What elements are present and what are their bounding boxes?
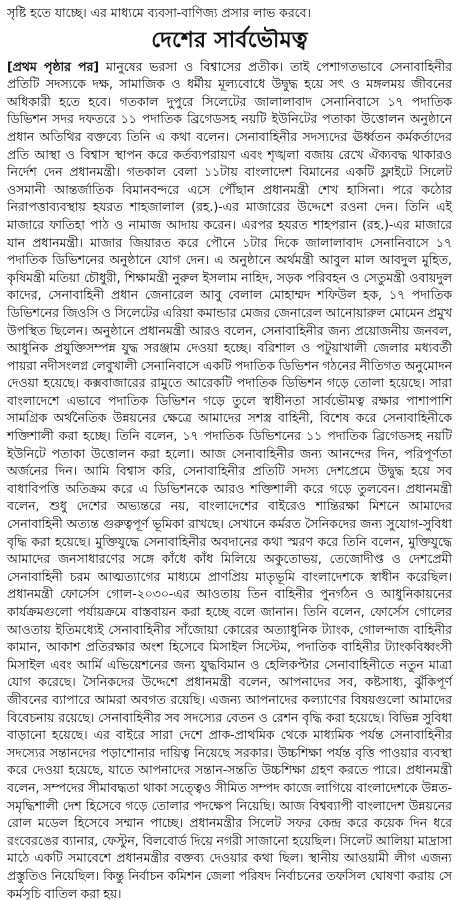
article-body-text: মানুষের ভরসা ও বিশ্বাসের প্রতীক। তাই পেশাগতভাবে সেনাবাহিনীর প্রতিটি সদস্যকে দক্ষ, সামাজিক ও ধর্মীয় মূল্যবোধে উদ্বুদ্ধ হয়ে সৎ ও মঙ্গলময় জীবনের অধিকারী হতে হবে। গতকাল দুপুরে সিলেটের জালালাবাদ সেনানিবাসে ১৭ পদাতিক ডিভিশন সদর দফতরে ১১ পদাতিক ব্রিগেডসহ নয়টি ইউনিটের পতাকা উত্তোলন অনুষ্ঠানে প্রধান অতিথির বক্তব্যে তিনি এ কথা বলেন। সেনাবাহিনীর সদস্যদের ঊর্ধ্বতন কর্মকর্তাদের প্রতি আস্থা ও বিশ্বাস স্থাপন করে কর্তব্যপরায়ণ এবং শৃঙ্খলা বজায় রেখে ঐক্যবদ্ধ থাকারও নির্দেশ দেন প্রধানমন্ত্রী। গতকাল বেলা ১১টায় বাংলাদেশ বিমানের একটি ফ্লাইটে সিলেট ওসমানী আন্তর্জাতিক বিমানবন্দরে এসে পৌঁছান প্রধানমন্ত্রী শেখ হাসিনা। পরে কঠোর নিরাপত্তাব্যবস্থায় হযরত শাহজালাল (রহ.)-এর মাজারের উদ্দেশে রওনা দেন। তিনি এই মাজারে ফাতিহা পাঠ ও নামাজ আদায় করেন। এরপর হযরত শাহপরান (রহ.)-এর মাজারে যান প্রধানমন্ত্রী। মাজার জিয়ারত করে পৌনে ১টার দিকে জালালাবাদ সেনানিবাসে ১৭ পদাতিক ডিভিশনের অনুষ্ঠানে যোগ দেন। এ অনুষ্ঠানে অর্থমন্ত্রী আবুল মাল আবদুল মুহিত, কৃষিমন্ত্রী মতিয়া চৌধুরী, শিক্ষামন্ত্রী নুরুল ইসলাম নাহিদ, সড়ক পরিবহন ও সেতুমন্ত্রী ওবায়দুল কাদের, সেনাবাহিনী প্রধান জেনারেল আবু বেলাল মোহাম্মদ শফিউল হক, ১৭ পদাতিক ডিভিশনের জিওসি ও সিলেটের এরিয়া কমান্ডার মেজর জেনারেল আনোয়ারুল মোমেন প্রমুখ উপস্থিত ছিলেন। অনুষ্ঠানে প্রধানমন্ত্রী আরও বলেন, সেনাবাহিনীর জন্য প্রয়োজনীয় জনবল, আধুনিক প্রযুক্তিসম্পন্ন যুদ্ধ সরঞ্জাম দেওয়া হচ্ছে। বরিশাল ও পটুয়াখালী জেলার মধ্যবর্তী পায়রা নদীসংলগ্ন লেবুখালী সেনানিবাসে একটি পদাতিক ডিভিশন গঠনের নীতিগত অনুমোদন দেওয়া হয়েছে। কক্সবাজারের রামুতে আরেকটি পদাতিক ডিভিশন গড়ে তোলা হয়েছে। সারা বাংলাদেশে এভাবে পদাতিক ডিভিশন গড়ে তুলে স্বাধীনতা সার্বভৌমত্ব রক্ষার পাশাপাশি সামগ্রিক অর্থনৈতিক উন্নয়নের ক্ষেত্রে আমাদের সশস্ত্র বাহিনী, বিশেষ করে সেনাবাহিনীকে শক্তিশালী করা হচ্ছে। তিনি বলেন, ১৭ পদাতিক ডিভিশনের ১১ পদাতিক ব্রিগেডসহ নয়টি ইউনিটে পতাকা উত্তোলন করা হলো। আজ সেনাবাহিনীর জন্য আনন্দের দিন, পরিপূর্ণতা অর্জনের দিন। আমি বিশ্বাস করি, সেনাবাহিনীর প্রতিটি সদস্য দেশপ্রেমে উদ্বুদ্ধ হয়ে সব বাধাবিপত্তি অতিক্রম করে এ ডিভিশনকে আরও শক্তিশালী করে গড়ে তুলবেন। প্রধানমন্ত্রী বলেন, শুধু দেশের অভ্যন্তরে নয়, বাংলাদেশের বাইরেও শান্তিরক্ষা মিশনে আমাদের সেনাবাহিনী অত্যন্ত গুরুত্বপূর্ণ ভূমিকা রাখছে। সেখানে কর্মরত সৈনিকদের জন্য সুযোগ-সুবিধা বৃদ্ধি করা হয়েছে। মুক্তিযুদ্ধে সেনাবাহিনীর অবদানের কথা স্মরণ করে তিনি বলেন, মুক্তিযুদ্ধে আমাদের জনসাধারণের সঙ্গে কাঁধে কাঁধ মিলিয়ে অকুতোভয়, তেজোদীপ্ত ও দেশপ্রেমী সেনাবাহিনী চরম আত্মত্যাগের মাধ্যমে প্রাণপ্রিয় মাতৃভূমি বাংলাদেশকে স্বাধীন করেছিল। প্রধানমন্ত্রী ফোর্সেস গোল-২০৩০-এর আওতায় তিন বাহিনীর পুনর্গঠন ও আধুনিকায়নের কার্যক্রমগুলো পর্যায়ক্রমে বাস্তবায়ন করা হচ্ছে বলে জানান। তিনি বলেন, ফোর্সেস গোলের আওতায় ইতিমধ্যেই সেনাবাহিনীর সাঁজোয়া কোরের অত্যাধুনিক ট্যাংক, গোলন্দাজ বাহিনীর কামান, আকাশ প্রতিরক্ষার অংশ হিসেবে মিসাইল সিস্টেম, পদাতিক বাহিনীর ট্যাংকবিধ্বংসী মিসাইল এবং আর্মি এভিয়েশনের জন্য যুদ্ধবিমান ও হেলিকপ্টার সেনাবাহিনীতে নতুন মাত্রা যোগ করেছে। সৈনিকদের উদ্দেশে প্রধানমন্ত্রী বলেন, আপনাদের সব, কষ্টসাধ্য, ঝুঁকিপূর্ণ জীবনের ব্যাপারে আমরা অবগত রয়েছি। এজন্য আপনাদের কল্যাণের বিষয়গুলো আমাদের বিবেচনায় রয়েছে। সেনাবাহিনীর সব সদস্যের বেতন ও রেশন বৃদ্ধি করা হয়েছে। বিভিন্ন সুবিধা বাড়ানো হয়েছে। এর বাইরে সারা দেশে প্রাক-প্রাথমিক থেকে মাধ্যমিক পর্যন্ত সেনাবাহিনীর সদস্যের সন্তানদের পড়াশোনার দায়িত্ব নিয়েছে সরকার। উচ্চশিক্ষা পর্যন্ত বৃত্তি পাওয়ার ব্যবস্থা করে দেওয়া হয়েছে, যাতে আপনাদের সন্তান-সন্ততি উচ্চশিক্ষা গ্রহণ করতে পারে। প্রধানমন্ত্রী বলেন, সম্পদের সীমাবদ্ধতা থাকা সত্ত্বেও সীমিত সম্পদ কাজে লাগিয়ে বাংলাদেশকে উন্নত-সমৃদ্ধিশালী দেশ হিসেবে গড়ে তোলার পদক্ষেপ নিয়েছি। আজ বিশ্বব্যাপী বাংলাদেশ উন্নয়নের রোল মডেল হিসেবে সম্মান পাচ্ছে। প্রধানমন্ত্রীর সিলেট সফর কেন্দ্র করে কয়েক দিন ধরে রংবেরঙের ব্যানার, ফেস্টুন, বিলবোর্ড দিয়ে নগরী সাজানো হয়েছিল। সিলেট আলিয়া মাদ্রাসা মাঠে একটি সমাবেশে প্রধানমন্ত্রীর বক্তব্য দেওয়ার কথা ছিল। স্থানীয় আওয়ামী লীগ এজন্য প্রস্তুতিও নিয়েছিল। কিন্তু নির্বাচন কমিশন জেলা পরিষদ নির্বাচনের তফসিল ঘোষণা করায় সে কর্মসূচি বাতিল করা হয়। <box>7 58 452 900</box>
previous-article-snippet: সৃষ্টি হতে যাচ্ছে। এর মাধ্যমে ব্যবসা-বাণিজ্য প্রসার লাভ করবে। <box>7 5 311 20</box>
article-body <box>7 58 452 900</box>
article-headline: দেশের সার্বভৌমত্ব <box>151 26 308 53</box>
continuation-label: [প্রথম পৃষ্ঠার পর] <box>7 58 100 74</box>
